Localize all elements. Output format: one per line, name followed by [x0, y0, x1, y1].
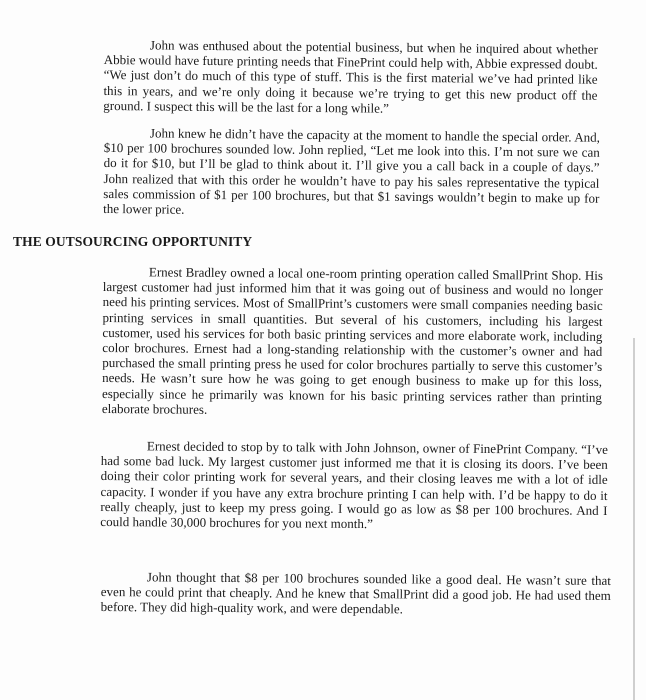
paragraph-abbie-doubt: John was enthused about the potential business, but when he inquired about whether Abbie would have future printing needs that FinePrint could help with, Abbie expressed doubt. “We just don’t do much of this type of stuff. This is the first material we’ve had printed like this in years, and we’re only doing it because we’re trying to get this new product off the ground. I suspect this will be the last for a long while.”: [103, 37, 598, 116]
section-heading: THE OUTSOURCING OPPORTUNITY: [13, 234, 253, 249]
paragraph-john-capacity: John knew he didn’t have the capacity at the moment to handle the special order. And, $10 per 100 brochures sounded low. John replied, “Let me look into this. I’m not sure we can do it for $10, but I’ll be glad to think about it. I’ll give you a call back in a couple of days.” John realized that with this order he wouldn’t have to pay his sales representative the typical sales commission of $1 per 100 brochures, but that $1 savings wouldn’t begin to make up for the lower price.: [103, 125, 600, 217]
paragraph-john-thought: John thought that $8 per 100 brochures sounded like a good deal. He wasn’t sure that even he could print that cheaply. And he knew that SmallPrint did a good job. He had used them before. They did high-quality work, and were dependable.: [100, 569, 611, 617]
paragraph-ernest-visit: Ernest decided to stop by to talk with John Johnson, owner of FinePrint Company. “I’ve had some bad luck. My largest customer just informed me that it is closing its doors. I’ve been doing their color printing work for several years, and their closing leaves me with a lot of idle capacity. I wonder if you have any extra brochure printing I can help with. I’d be happy to do it really cheaply, just to keep my press going. I would go as low as $8 per 100 brochures. And I could handle 30,000 brochures for you next month.”: [100, 438, 608, 532]
paragraph-ernest-bradley: Ernest Bradley owned a local one-room printing operation called SmallPrint Shop. His largest customer had just informed him that it was going out of business and would no longer need his printing services. Most of SmallPrint’s customers were small companies needing basic printing services in small quantities. But several of his customers, including his largest customer, used his services for both basic printing services and more elaborate work, including color brochures. Ernest had a long-standing relationship with the customer’s owner and had purchased the small printing press he used for color brochures partially to serve this customer’s needs. He wasn’t sure how he was going to get enough business to make up for this loss, especially since he primarily was known for his basic printing services rather than printing elaborate brochures.: [101, 264, 603, 417]
page-edge-divider: [633, 338, 635, 700]
